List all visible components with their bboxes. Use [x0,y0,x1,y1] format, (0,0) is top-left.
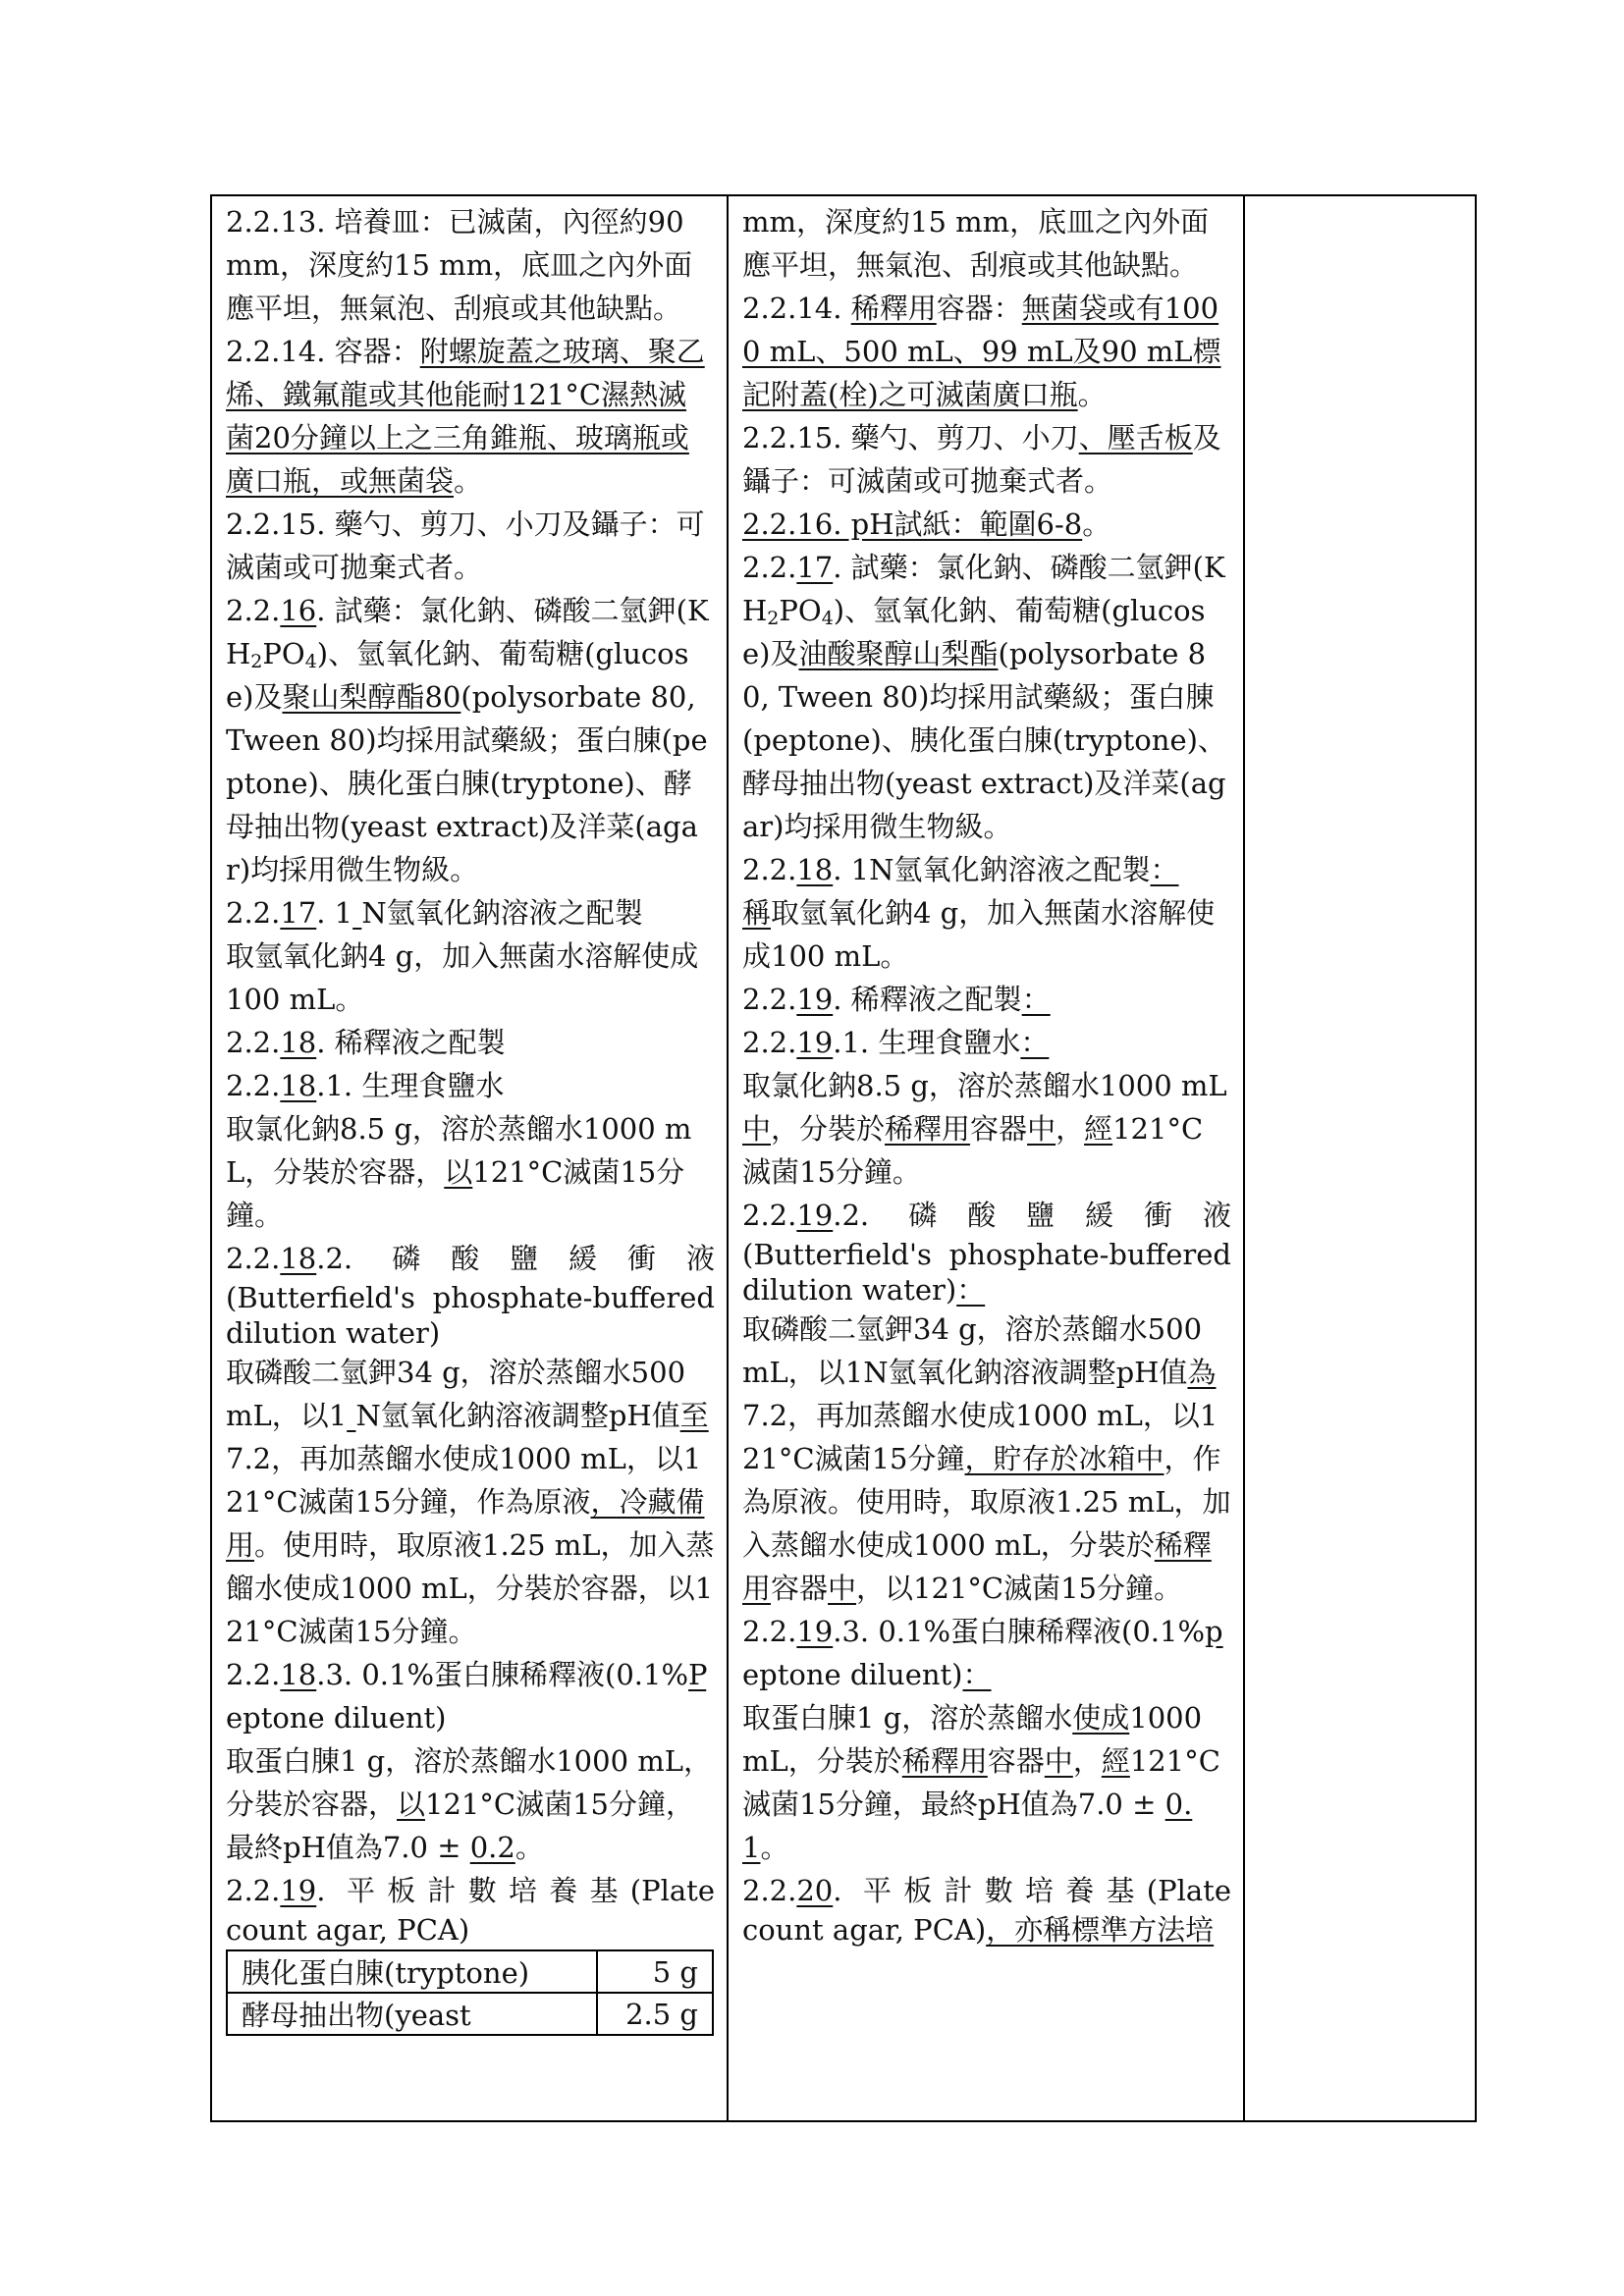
heading-naoh-solution: 2.2.17. 1 N氫氧化鈉溶液之配製 [226,896,643,930]
paragraph-ph-paper: 2.2.16. pH試紙：範圍6-8。 [742,507,1111,541]
heading-naoh-solution: 2.2.18. 1N氫氧化鈉溶液之配製： [742,853,1179,886]
heading-saline: 2.2.18.1. 生理食鹽水 [226,1069,505,1102]
middle-column [729,196,1245,2120]
heading-phosphate-buffer: 2.2.18.2. 磷酸鹽緩衝液 [226,1242,715,1275]
heading-plate-count-agar-2: count agar, PCA) [226,1913,470,1947]
paragraph-naoh-prep: 稱取氫氧化鈉4 g，加入無菌水溶解使成100 mL。 [742,896,1216,973]
paragraph-reagents: 2.2.17. 試藥：氯化鈉、磷酸二氫鉀$(KH_2PO_4)$、氫氧化鈉、葡萄糖(glucose)及油酸聚醇山梨酯(polysorbate 80, Tween 80)均採用試藥級；蛋白腖(peptone)、胰化蛋白腖(tryptone)、酵母抽出物(yeast extract)及洋菜(agar)均採用微生物級。 [742,551,1226,843]
paragraph-peptone-prep: 取蛋白腖1 g，溶於蒸餾水使成1000 mL，分裝於稀釋用容器中，經121°C滅菌15分鐘，最終pH值為7.0 ± 0.1。 [742,1701,1220,1864]
paragraph-petri-dish-cont: mm，深度約15 mm，底皿之內外面應平坦，無氣泡、刮痕或其他缺點。 [742,205,1210,282]
heading-peptone-diluent: 2.2.19.3. 0.1%蛋白腖稀釋液(0.1%peptone diluent)： [742,1615,1223,1691]
comparison-table [210,194,1477,2122]
remarks-column [1245,196,1477,2120]
ingredient-name: 胰化蛋白腖(tryptone) [227,1950,597,1993]
heading-phosphate-buffer-en-2: dilution water) [226,1316,441,1350]
paragraph-peptone-prep: 取蛋白腖1 g，溶於蒸餾水1000 mL，分裝於容器，以121°C滅菌15分鐘，最終pH值為7.0 ± 0.2。 [226,1744,713,1864]
table-row [227,1950,713,1993]
paragraph-naoh-prep: 取氫氧化鈉4 g，加入無菌水溶解使成100 mL。 [226,939,699,1016]
left-column [212,196,729,2120]
heading-plate-count-agar: 2.2.19. 平板計數培養基(Plate [226,1874,715,1907]
paragraph-container: 2.2.14. 容器：附螺旋蓋之玻璃、聚乙烯、鐵氟龍或其他能耐121°C濕熱滅菌20分鐘以上之三角錐瓶、玻璃瓶或廣口瓶，或無菌袋。 [226,335,705,498]
heading-phosphate-buffer: 2.2.19.2. 磷酸鹽緩衝液 [742,1199,1231,1232]
ingredient-name: 酵母抽出物(yeast [227,1993,597,2035]
heading-saline: 2.2.19.1. 生理食鹽水： [742,1026,1050,1059]
heading-phosphate-buffer-en-2: dilution water)： [742,1273,986,1307]
heading-phosphate-buffer-en: (Butterfield's phosphate-buffered [742,1238,1231,1271]
paragraph-reagents: 2.2.16. 試藥：氯化鈉、磷酸二氫鉀$(KH_2PO_4)$、氫氧化鈉、葡萄糖(glucose)及聚山梨醇酯80(polysorbate 80, Tween 80)均採用試藥級；蛋白腖(peptone)、胰化蛋白腖(tryptone)、酵母抽出物(yeast extract)及洋菜(agar)均採用微生物級。 [226,594,709,886]
ingredient-amount: 2.5 g [597,1993,713,2035]
paragraph-phosphate-prep: 取磷酸二氫鉀34 g，溶於蒸餾水500 mL，以1 N氫氧化鈉溶液調整pH值至7.2，再加蒸餾水使成1000 mL，以121°C滅菌15分鐘，作為原液，冷藏備用。使用時，取原液1.25 mL，加入蒸餾水使成1000 mL，分裝於容器，以121°C滅菌15分鐘。 [226,1356,715,1648]
heading-plate-count-agar: 2.2.20. 平板計數培養基(Plate [742,1874,1231,1907]
paragraph-saline-prep: 取氯化鈉8.5 g，溶於蒸餾水1000 mL，分裝於容器，以121°C滅菌15分鐘。 [226,1112,692,1232]
ingredient-table [226,1949,714,2036]
paragraph-phosphate-prep: 取磷酸二氫鉀34 g，溶於蒸餾水500 mL，以1N氫氧化鈉溶液調整pH值為7.2，再加蒸餾水使成1000 mL，以121°C滅菌15分鐘，貯存於冰箱中，作為原液。使用時，取原液1.25 mL，加入蒸餾水使成1000 mL，分裝於稀釋用容器中，以121°C滅菌15分鐘。 [742,1312,1231,1605]
paragraph-saline-prep: 取氯化鈉8.5 g，溶於蒸餾水1000 mL中，分裝於稀釋用容器中，經121°C滅菌15分鐘。 [742,1069,1227,1189]
table-row [227,1993,713,2035]
heading-diluent: 2.2.19. 稀釋液之配製： [742,983,1051,1016]
paragraph-dilution-container: 2.2.14. 稀釋用容器：無菌袋或有1000 mL、500 mL、99 mL及90 mL標記附蓋(栓)之可滅菌廣口瓶。 [742,292,1221,411]
paragraph-petri-dish: 2.2.13. 培養皿：已滅菌，內徑約90 mm，深度約15 mm，底皿之內外面應平坦，無氣泡、刮痕或其他缺點。 [226,205,693,325]
heading-diluent: 2.2.18. 稀釋液之配製 [226,1026,506,1059]
paragraph-tools: 2.2.15. 藥勺、剪刀、小刀及鑷子：可滅菌或可拋棄式者。 [226,507,705,584]
paragraph-tools: 2.2.15. 藥勺、剪刀、小刀、壓舌板及鑷子：可滅菌或可拋棄式者。 [742,421,1221,498]
ingredient-amount: 5 g [597,1950,713,1993]
heading-phosphate-buffer-en: (Butterfield's phosphate-buffered [226,1281,715,1314]
heading-plate-count-agar-2: count agar, PCA)，亦稱標準方法培 [742,1913,1215,1947]
heading-peptone-diluent: 2.2.18.3. 0.1%蛋白腖稀釋液(0.1%Peptone diluent) [226,1658,707,1735]
